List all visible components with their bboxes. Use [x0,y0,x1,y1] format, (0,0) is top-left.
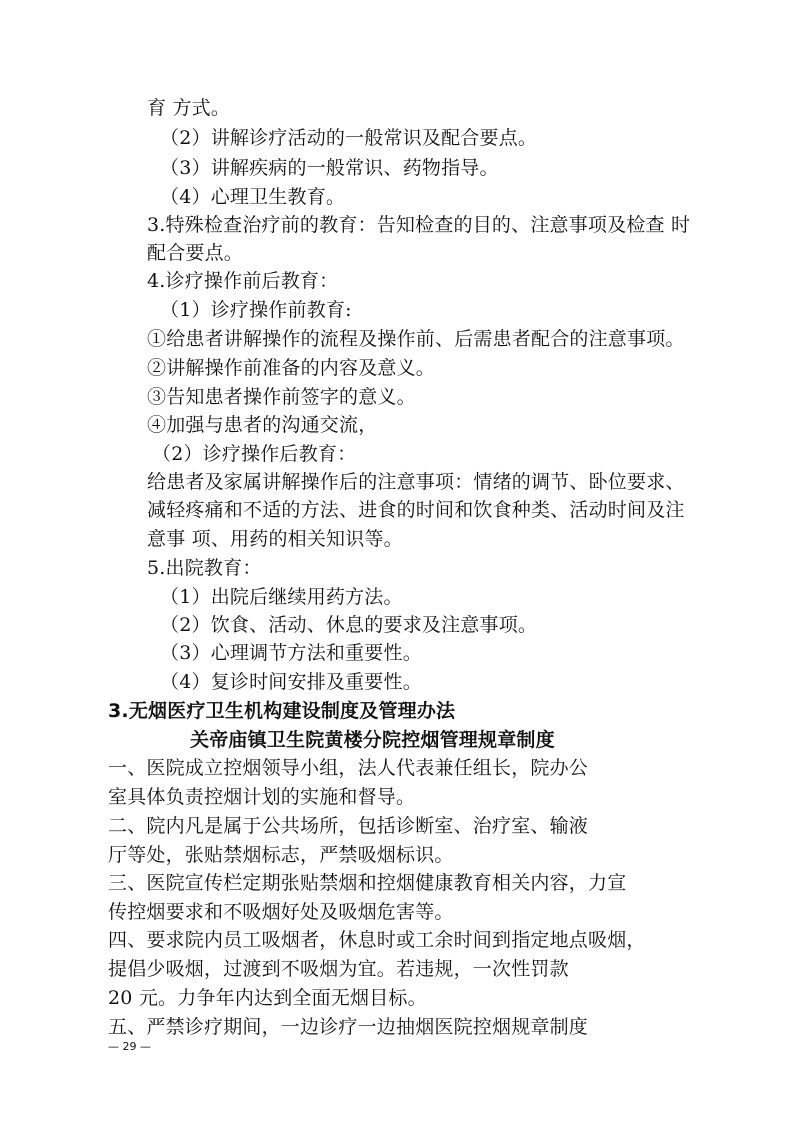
text-line: 减轻疼痛和不适的方法、进食的时间和饮食种类、活动时间及注 [147,499,685,521]
list-item: （4）复诊时间安排及重要性。 [160,671,422,693]
rule-line: 20 元。力争年内达到全面无烟目标。 [108,987,427,1009]
text-line: 意事 项、用药的相关知识等。 [147,528,403,550]
rule-line: 室具体负责控烟计划的实施和督导。 [108,786,416,808]
page-number: — 29 — [108,1040,151,1053]
text-line: 给患者及家属讲解操作后的注意事项：情绪的调节、卧位要求、 [147,471,685,493]
list-item: ③告知患者操作前签字的意义。 [147,386,416,408]
rule-line: 五、严禁诊疗期间，一边诊疗一边抽烟医院控烟规章制度 [108,1016,589,1038]
text-line: 育 方式。 [147,97,231,119]
list-item: ④加强与患者的沟通交流， [147,414,378,436]
section-item: 3.特殊检查治疗前的教育：告知检查的目的、注意事项及检查 时 [147,214,691,236]
rule-line: 一、医院成立控烟领导小组，法人代表兼任组长，院办公 [108,757,589,779]
rule-line: 提倡少吸烟，过渡到不吸烟为宜。若违规，一次性罚款 [108,958,569,980]
document-title: 关帝庙镇卫生院黄楼分院控烟管理规章制度 [190,729,555,751]
section-heading: 3.无烟医疗卫生机构建设制度及管理办法 [108,700,456,722]
rule-line: 传控烟要求和不吸烟好处及吸烟危害等。 [108,901,454,923]
list-item: （3）心理调节方法和重要性。 [160,642,422,664]
rule-line: 二、院内凡是属于公共场所，包括诊断室、治疗室、输液 [108,815,589,837]
section-item: 4.诊疗操作前后教育： [147,270,339,292]
rule-line: 四、要求院内员工吸烟者，休息时或工余时间到指定地点吸烟， [108,929,646,951]
section-item: 5.出院教育： [147,557,262,579]
list-item: ①给患者讲解操作的流程及操作前、后需患者配合的注意事项。 [147,328,685,350]
rule-line: 厅等处，张贴禁烟标志，严禁吸烟标识。 [108,844,454,866]
list-item: （1）出院后继续用药方法。 [160,586,403,608]
list-item: （3）讲解疾病的一般常识、药物指导。 [160,157,499,179]
rule-line: 三、医院宣传栏定期张贴禁烟和控烟健康教育相关内容，力宣 [108,872,627,894]
list-item: （2）诊疗操作后教育： [152,443,357,465]
list-item: （1）诊疗操作前教育: [160,299,352,321]
list-item: （2）饮食、活动、休息的要求及注意事项。 [160,614,538,636]
list-item: （4）心理卫生教育。 [160,186,346,208]
list-item: （2）讲解诊疗活动的一般常识及配合要点。 [160,127,538,149]
list-item: ②讲解操作前准备的内容及意义。 [147,357,436,379]
text-line: 配合要点。 [147,242,244,264]
